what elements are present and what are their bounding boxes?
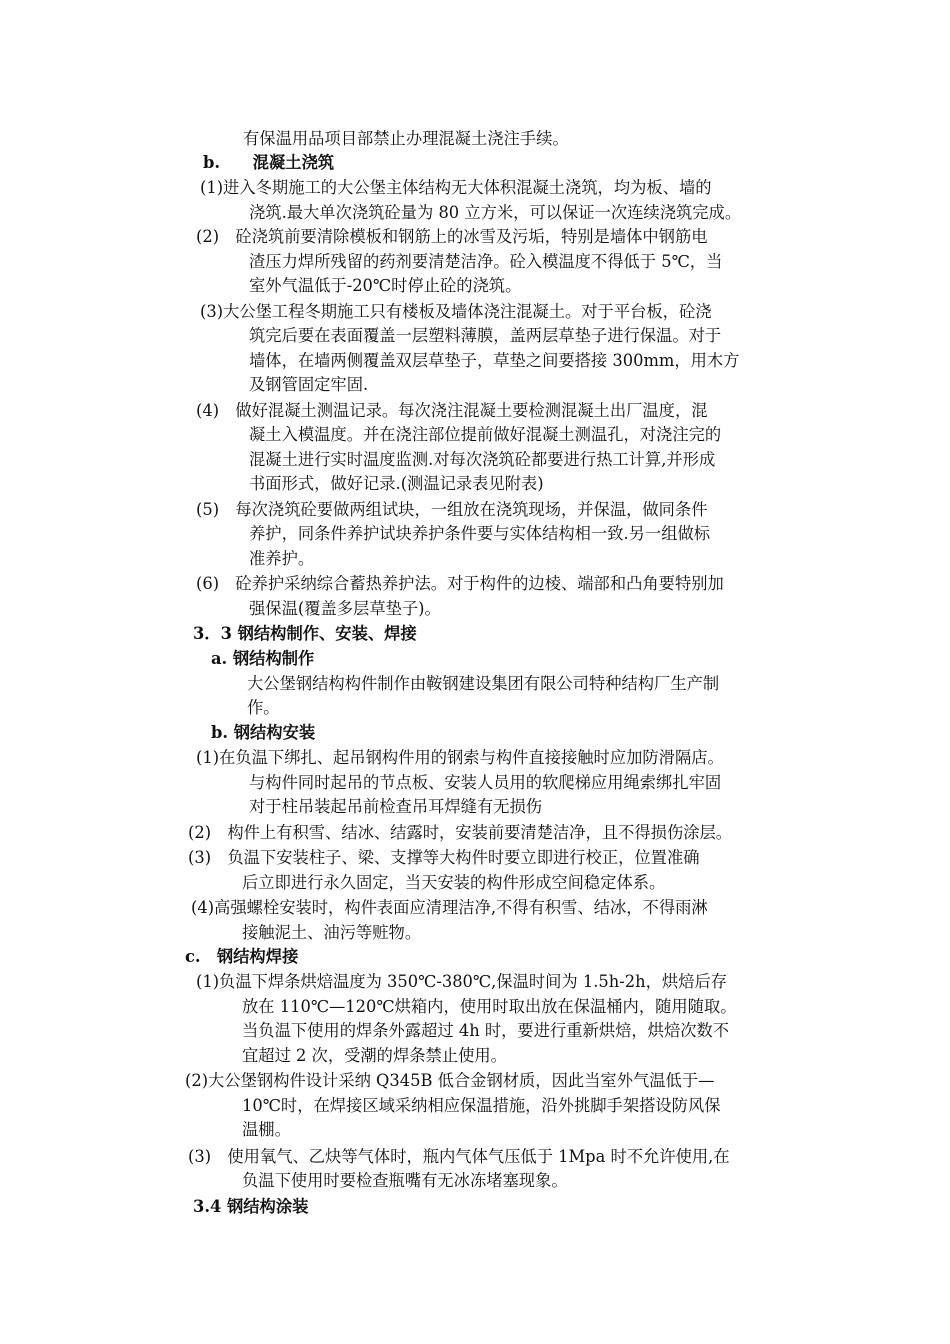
list-item: (4)高强螺栓安装时，构件表面应清理洁净,不得有积雪、结冰，不得雨淋 [191, 898, 708, 917]
subsection-heading: a. 钢结构制作 [211, 649, 315, 668]
list-item: (1)负温下焊条烘焙温度为 350℃-380℃,保温时间为 1.5h-2h，烘焙后存 [196, 972, 728, 991]
text-line: 接触泥土、油污等赃物。 [242, 923, 422, 942]
list-item: (2) 构件上有积雪、结冰、结露时，安装前要清楚洁净，且不得损伤涂层。 [188, 823, 733, 842]
text-line: 放在 110℃—120℃烘箱内，使用时取出放在保温桶内，随用随取。 [242, 997, 737, 1016]
text-line: 大公堡钢结构构件制作由鞍钢建设集团有限公司特种结构厂生产制 [247, 674, 720, 693]
list-item: (1)进入冬期施工的大公堡主体结构无大体积混凝土浇筑，均为板、墙的 [200, 178, 712, 197]
text-line: 准养护。 [249, 549, 315, 568]
list-item: (2)大公堡钢构件设计采纳 Q345B 低合金钢材质，因此当室外气温低于— [185, 1071, 715, 1090]
text-line: 凝土入模温度。并在浇注部位提前做好混凝土测温孔，对浇注完的 [249, 425, 722, 444]
list-item: (4) 做好混凝土测温记录。每次浇注混凝土要检测混凝土出厂温度，混 [196, 401, 708, 420]
section-heading: 3.4 钢结构涂装 [193, 1197, 309, 1216]
text-line: 室外气温低于-20℃时停止砼的浇筑。 [249, 276, 522, 295]
subsection-heading: b. 钢结构安装 [211, 723, 316, 742]
list-item: (2) 砼浇筑前要清除模板和钢筋上的冰雪及污垢，特别是墙体中钢筋电 [196, 227, 708, 246]
text-line: 后立即进行永久固定，当天安装的构件形成空间稳定体系。 [242, 873, 666, 892]
text-line: 墙体，在墙两侧覆盖双层草垫子，草垫之间要搭接 300mm，用木方 [249, 351, 740, 370]
text-line: 当负温下使用的焊条外露超过 4h 时，要进行重新烘焙，烘焙次数不 [242, 1021, 730, 1040]
section-heading: b. 混凝土浇筑 [203, 153, 335, 172]
text-line: 与构件同时起吊的节点板、安装人员用的软爬梯应用绳索绑扎牢固 [249, 773, 722, 792]
list-item: (3) 使用氧气、乙炔等气体时，瓶内气体气压低于 1Mpa 时不允许使用,在 [188, 1147, 730, 1166]
list-item: (3) 负温下安装柱子、梁、支撑等大构件时要立即进行校正，位置准确 [188, 848, 700, 867]
text-line: 混凝土进行实时温度监测.对每次浇筑砼都要进行热工计算,并形成 [249, 450, 716, 469]
text-line: 温棚。 [242, 1120, 291, 1139]
text-line: 负温下使用时要检查瓶嘴有无冰冻堵塞现象。 [242, 1171, 568, 1190]
list-item: (5) 每次浇筑砼要做两组试块，一组放在浇筑现场，并保温，做同条件 [196, 500, 708, 519]
text-line: 宜超过 2 次，受潮的焊条禁止使用。 [242, 1046, 507, 1065]
text-line: 书面形式，做好记录.(测温记录表见附表) [249, 474, 544, 493]
text-line: 浇筑.最大单次浇筑砼量为 80 立方米，可以保证一次连续浇筑完成。 [249, 203, 742, 222]
text-line: 有保温用品项目部禁止办理混凝土浇注手续。 [243, 129, 569, 148]
list-item: (1)在负温下绑扎、起吊钢构件用的钢索与构件直接接触时应加防滑隔店。 [196, 748, 724, 767]
text-line: 强保温(覆盖多层草垫子)。 [249, 599, 441, 618]
list-item: (6) 砼养护采纳综合蓄热养护法。对于构件的边棱、端部和凸角要特别加 [196, 574, 724, 593]
text-line: 渣压力焊所残留的药剂要清楚洁净。砼入模温度不得低于 5℃，当 [249, 252, 723, 271]
text-line: 10℃时，在焊接区域采纳相应保温措施，沿外挑脚手架搭设防风保 [242, 1096, 721, 1115]
subsection-heading: c. 钢结构焊接 [185, 947, 299, 966]
section-heading: 3．3 钢结构制作、安装、焊接 [193, 624, 417, 643]
text-line: 养护，同条件养护试块养护条件要与实体结构相一致.另一组做标 [249, 524, 711, 543]
text-line: 作。 [247, 698, 280, 717]
list-item: (3)大公堡工程冬期施工只有楼板及墙体浇注混凝土。对于平台板，砼浇 [200, 302, 712, 321]
text-line: 对于柱吊装起吊前检查吊耳焊缝有无损伤 [249, 797, 543, 816]
text-line: 筑完后要在表面覆盖一层塑料薄膜，盖两层草垫子进行保温。对于 [249, 326, 722, 345]
text-line: 及钢管固定牢固. [249, 375, 369, 394]
